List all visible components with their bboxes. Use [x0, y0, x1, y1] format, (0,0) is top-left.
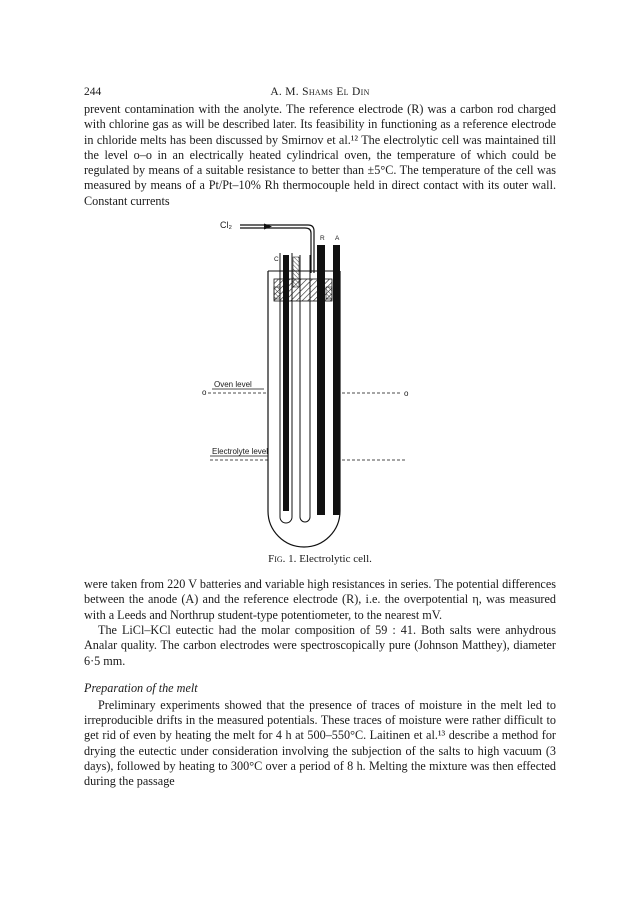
paragraph-4: Preliminary experiments showed that the presence of traces of moisture in the melt led to irreproducible drifts in the measured potentials. These traces of moisture were rather difficult to get rid of even by heating the melt for 4 h at 500–550°C. Laitinen et al.¹³ describe a method for drying the eutectic under consideration involving the subjection of the salts to high vacuum (3 days), followed by heating to 300°C over a period of 8 h. Melting the mixture was then effected during the passage: [84, 697, 556, 789]
cathode-label: C: [274, 256, 279, 264]
paragraph-1: prevent contamination with the anolyte. The reference electrode (R) was a carbon rod charged with chlorine gas as will be described later. Its feasibility in functioning as a reference electrode in chloride melts has been discussed by Smirnov et al.¹² The electrolytic cell was maintained till the level o–o in an electrically heated cylindrical oven, the temperature of which could be regulated by means of a suitable resistance to better than ±5°C. The temperature of the cell was measured by means of a Pt/Pt–10% Rh thermocouple held in direct contact with its outer wall. Constant currents: [84, 102, 556, 208]
cl2-label: Cl₂: [220, 220, 232, 231]
anode-rod: [333, 245, 340, 515]
cathode-rod: [283, 255, 289, 511]
section-heading: Preparation of the melt: [84, 680, 198, 695]
chlorine-inlet-tube: [240, 224, 314, 274]
outer-cell-tube: [268, 271, 340, 547]
figure-caption-text: Electrolytic cell.: [299, 553, 372, 566]
journal-page: [84, 86, 556, 790]
stopper-right-packing: [326, 287, 332, 299]
stopper-left-packing: [274, 287, 280, 299]
o-right-label: o: [404, 389, 409, 399]
gas-tube-packing: [293, 257, 299, 287]
anode-label: A: [335, 235, 340, 243]
reference-electrode-rod: [317, 245, 325, 515]
figure-electrolytic-cell: [84, 213, 556, 551]
electrolyte-level-label: Electrolyte level: [212, 447, 269, 457]
figure-number: Fig. 1.: [268, 553, 297, 566]
figure-caption: [84, 553, 556, 565]
paragraph-3: The LiCl–KCl eutectic had the molar composition of 59 : 41. Both salts were anhydrous Analar quality. The carbon electrodes were spectroscopically pure (Johnson Matthey), diameter 6·5 mm.: [84, 622, 556, 668]
page-header: [84, 86, 556, 102]
page-number: 244: [84, 86, 102, 98]
cell-diagram: [84, 213, 556, 551]
running-head: A. M. Shams El Din: [270, 86, 370, 98]
paragraph-2: were taken from 220 V batteries and variable high resistances in series. The potential differences between the anode (A) and the reference electrode (R), i.e. the overpotential η, was measured with a Leeds and Northrup student-type potentiometer, to the nearest mV.: [84, 577, 556, 622]
o-left-label: o: [202, 388, 207, 398]
oven-level-label: Oven level: [214, 380, 252, 390]
reference-electrode-label: R: [320, 235, 325, 243]
